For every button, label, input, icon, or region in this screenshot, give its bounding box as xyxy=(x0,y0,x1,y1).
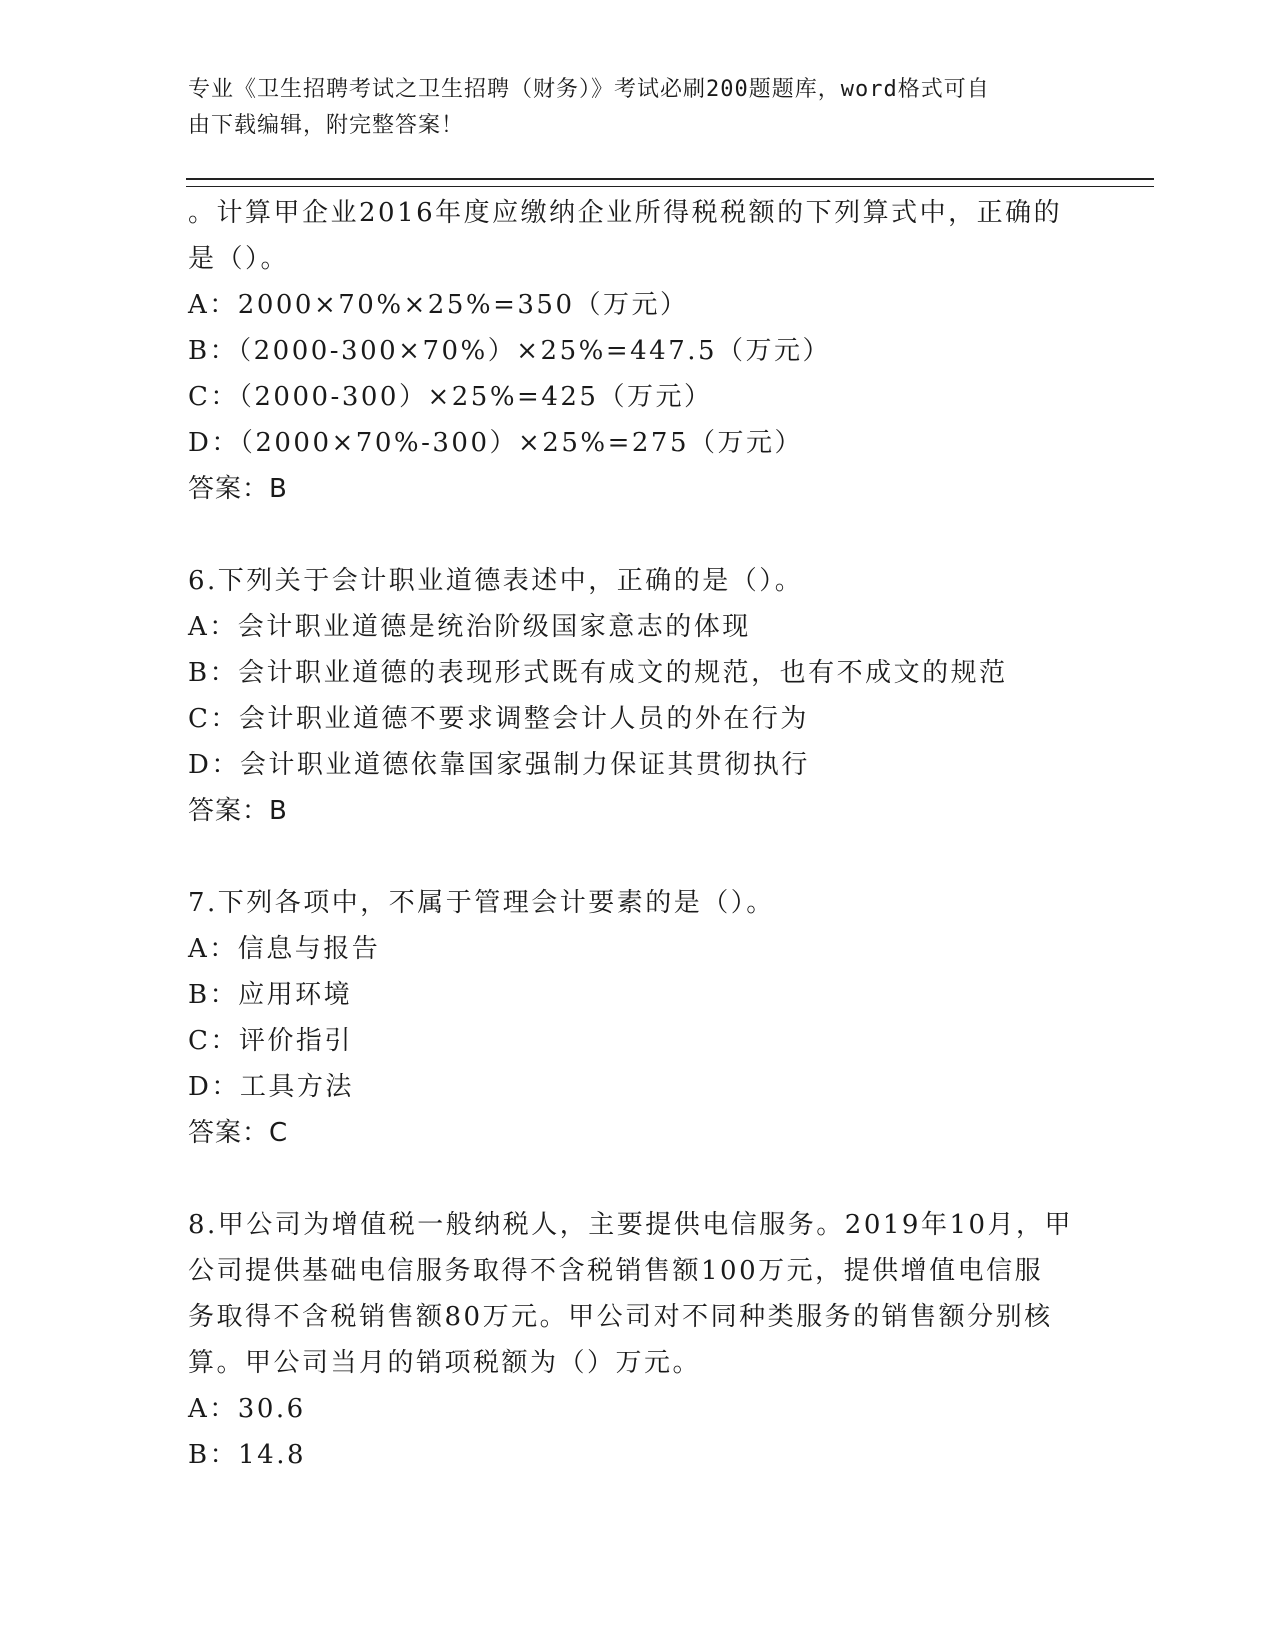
option-b: B：会计职业道德的表现形式既有成文的规范，也有不成文的规范 xyxy=(188,658,1008,688)
option-a: A：2000×70%×25%=350（万元） xyxy=(188,290,689,320)
question-stem: 8.甲公司为增值税一般纳税人，主要提供电信服务。2019年10月，甲 xyxy=(188,1210,1074,1240)
option-b: B：（2000-300×70%）×25%=447.5（万元） xyxy=(188,336,832,366)
option-c: C：评价指引 xyxy=(188,1026,353,1056)
option-b: B：应用环境 xyxy=(188,980,353,1010)
option-a: A：30.6 xyxy=(188,1394,306,1424)
option-c: C：会计职业道德不要求调整会计人员的外在行为 xyxy=(188,704,809,734)
question-8 xyxy=(188,1202,1088,1478)
question-6 xyxy=(188,558,1088,834)
question-list xyxy=(188,190,1088,1478)
option-a: A：会计职业道德是统治阶级国家意志的体现 xyxy=(188,612,751,642)
header-line-2: 由下载编辑，附完整答案！ xyxy=(188,113,465,138)
question-stem: 7.下列各项中，不属于管理会计要素的是（）。 xyxy=(188,888,775,918)
answer-label: 答案：B xyxy=(188,474,288,504)
answer-label: 答案：C xyxy=(188,1118,289,1148)
header-line-1: 专业《卫生招聘考试之卫生招聘（财务）》考试必刷200题题库，word格式可自 xyxy=(188,77,990,102)
question-stem: 公司提供基础电信服务取得不含税销售额100万元，提供增值电信服 xyxy=(188,1256,1044,1286)
question-spacer xyxy=(188,512,1088,558)
question-stem: 是（）。 xyxy=(188,244,290,274)
question-spacer xyxy=(188,1156,1088,1202)
question-spacer xyxy=(188,834,1088,880)
question-stem: 。计算甲企业2016年度应缴纳企业所得税税额的下列算式中，正确的 xyxy=(188,198,1063,228)
question-5 xyxy=(188,190,1088,512)
question-stem: 算。甲公司当月的销项税额为（）万元。 xyxy=(188,1348,702,1378)
question-stem: 6.下列关于会计职业道德表述中，正确的是（）。 xyxy=(188,566,804,596)
option-a: A：信息与报告 xyxy=(188,934,381,964)
question-7 xyxy=(188,880,1088,1156)
option-c: C：（2000-300）×25%=425（万元） xyxy=(188,382,713,412)
question-stem: 务取得不含税销售额80万元。甲公司对不同种类服务的销售额分别核 xyxy=(188,1302,1053,1332)
option-d: D：工具方法 xyxy=(188,1072,354,1102)
header-divider xyxy=(186,178,1154,187)
option-d: D：（2000×70%-300）×25%=275（万元） xyxy=(188,428,803,458)
option-b: B：14.8 xyxy=(188,1440,306,1470)
document-header xyxy=(188,72,1088,144)
option-d: D：会计职业道德依靠国家强制力保证其贯彻执行 xyxy=(188,750,810,780)
answer-label: 答案：B xyxy=(188,796,288,826)
